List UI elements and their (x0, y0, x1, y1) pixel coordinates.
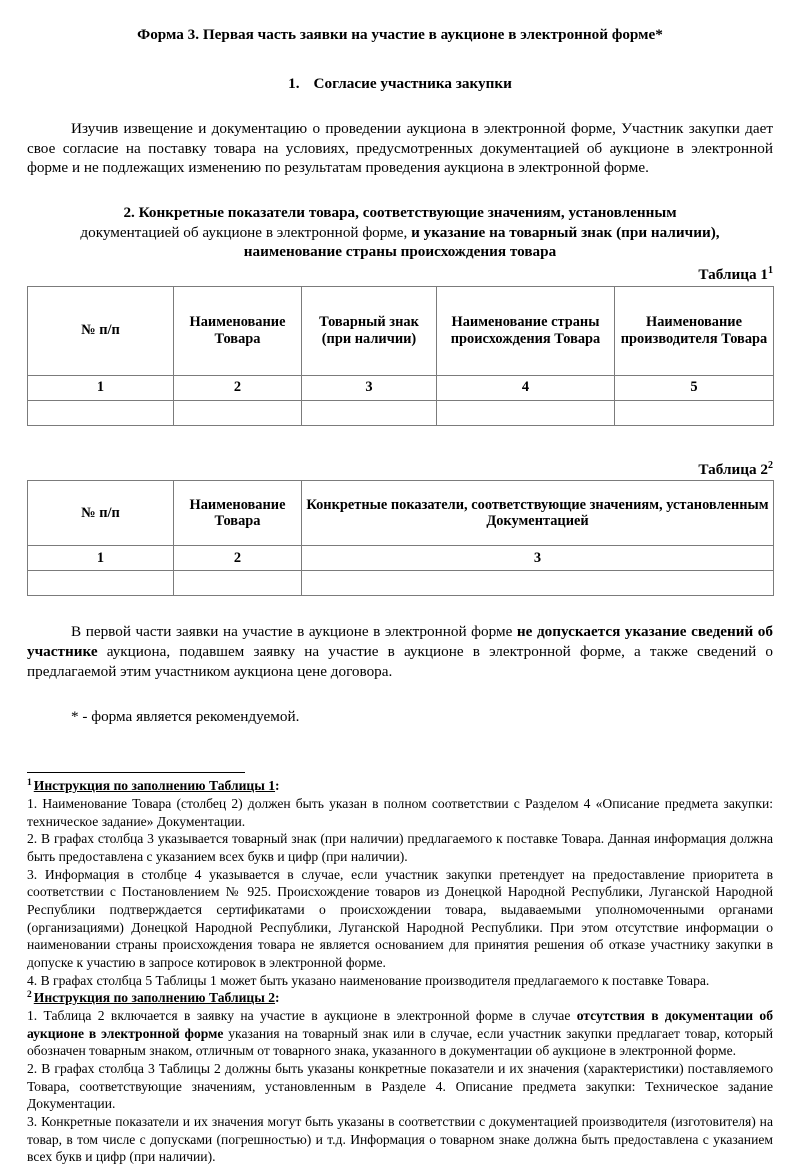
table2-label-text: Таблица 2 (698, 460, 768, 478)
table-spacer (27, 426, 773, 456)
table1-label (27, 264, 773, 284)
footnote-1-marker: 1 (27, 777, 32, 788)
table2-label (27, 459, 773, 479)
table-1-col-header-5: Наименование производителя Товара (615, 286, 774, 375)
table-2-col-header-3: Конкретные показатели, соответствующие значениям, установленным Документацией (302, 481, 774, 546)
document-content (27, 26, 773, 1166)
table-1-cell-3[interactable] (302, 400, 437, 425)
table-1-col-header-2: Наименование Товара (174, 286, 302, 375)
table-1-number-row (28, 375, 774, 400)
footnote-1-item-2: 2. В графах столбца 3 указывается товарный знак (при наличии) предлагаемого к поставке Товара. Данная информация должна быть предоставлена с указанием всех букв и цифр (при наличии). (27, 831, 773, 864)
table-1-col-header-3: Товарный знак (при наличии) (302, 286, 437, 375)
section-1-paragraph: Изучив извещение и документацию о проведении аукциона в электронной форме, Участник закупки дает свое согласие на поставку товара на условиях, предусмотренных документацией об аукционе в электронной форме и не подлежащих изменению по результатам проведения аукциона в электронной форме. (27, 120, 773, 176)
table-1-header-row (28, 286, 774, 375)
section-1-number: 1. (288, 74, 300, 92)
table-2-header-row (28, 481, 774, 546)
footnote-1-title-text: Инструкция по заполнению Таблицы 1 (33, 778, 276, 794)
table-1-cell-1[interactable] (28, 400, 174, 425)
table-1 (27, 286, 774, 426)
page-title: Форма 3. Первая часть заявки на участие в аукционе в электронной форме* (137, 26, 663, 43)
table-1-colnum-4: 4 (437, 375, 615, 400)
footnote-2-item-2: 2. В графах столбца 3 Таблицы 2 должны быть указаны конкретные показатели и их значения (характеристики) поставляемого Товара, соответствующие значениям, установленным в Разделе 4. Описание предмета закупки: Техническое задание Документации. (27, 1061, 773, 1112)
table-1-col-header-4: Наименование страны происхождения Товара (437, 286, 615, 375)
footnote-2-item-1-post: указания на товарный знак или в случае, если участник закупки предлагает товар, который обозначен товарным знаком, отличным от товарного знака, указанного в документации об аукционе в электронной форме. (27, 1025, 773, 1059)
section-1-title: Согласие участника закупки (313, 74, 512, 92)
section-2-heading (27, 203, 773, 260)
table-2-colnum-2: 2 (174, 546, 302, 571)
table-2-colnum-3: 3 (302, 546, 774, 571)
table-2-cell-2[interactable] (174, 571, 302, 596)
table-2-col-header-1: № п/п (28, 481, 174, 546)
table-2-number-row (28, 546, 774, 571)
footnote-separator-line (27, 772, 245, 773)
section-1-heading (27, 75, 773, 94)
table1-label-text: Таблица 1 (698, 265, 768, 283)
table-2-col-header-2: Наименование Товара (174, 481, 302, 546)
table-1-colnum-2: 2 (174, 375, 302, 400)
closing-text-1: В первой части заявки на участие в аукционе в электронной форме (71, 623, 517, 641)
table-1-cell-4[interactable] (437, 400, 615, 425)
footnotes-section (27, 772, 773, 1166)
table-2-cell-3[interactable] (302, 571, 774, 596)
table-1-colnum-3: 3 (302, 375, 437, 400)
footnote-2-item-1-pre: 1. Таблица 2 включается в заявку на участие в аукционе в электронной форме в случае (27, 1007, 577, 1023)
footnote-2-title-colon: : (275, 990, 280, 1006)
table1-label-footnote-marker: 1 (768, 264, 773, 276)
table-2-empty-row[interactable] (28, 571, 774, 596)
table-2-cell-1[interactable] (28, 571, 174, 596)
footnote-2-title (27, 989, 773, 1007)
table-2 (27, 480, 774, 596)
footnote-2-item-1-bold: отсутствия в документации об аукционе в электронной форме (27, 1007, 773, 1041)
table-1-col-header-1: № п/п (28, 286, 174, 375)
footnote-2-title-text: Инструкция по заполнению Таблицы 2 (33, 990, 276, 1006)
footnote-2-marker: 2 (27, 989, 32, 1000)
footnote-1-item-4: 4. В графах столбца 5 Таблицы 1 может быть указано наименование производителя предлагаемого к поставке Товара. (27, 972, 710, 988)
footnote-2-item-3: 3. Конкретные показатели и их значения могут быть указаны в соответствии с документацией производителя (изготовителя) на товар, в том числе с допусками (погрешностью) и т.д. Информация о товарном знаке должна быть предоставлена с указанием всех букв и цифр (при наличии). (27, 1114, 773, 1165)
form-note: * - форма является рекомендуемой. (71, 707, 300, 725)
table-1-cell-5[interactable] (615, 400, 774, 425)
table-1-cell-2[interactable] (174, 400, 302, 425)
section-2-heading-line1: 2. Конкретные показатели товара, соответствующие значениям, установленным (123, 204, 677, 222)
footnote-1-item-1: 1. Наименование Товара (столбец 2) должен быть указан в полном соответствии с Разделом 4 «Описание предмета закупки: техническое задание» Документации. (27, 795, 773, 829)
table2-label-footnote-marker: 2 (768, 459, 773, 471)
closing-text-2: аукциона, подавшем заявку на участие в аукционе в электронной форме, а также сведений о предлагаемой этим участником аукциона цене договора. (27, 643, 773, 681)
footnote-1-title (27, 777, 773, 795)
footnote-1-item-3: 3. Информация в столбце 4 указывается в случае, если участник закупки претендует на предоставление приоритета в соответствии с Постановлением № 925. Происхождение товаров из Донецкой Народной Республики, Луганской Народной Республики подтверждается сертификатами о происхождении товара, выдаваемыми уполномоченными органами (организациями) Донецкой Народной Республики, Луганской Народной Республики. При этом отсутствие информации о наименовании страны происхождения товара не является основанием для принятия решения об отказе участнику закупки в допуске к участию в запросе котировок в электронной форме. (27, 866, 773, 970)
table-1-empty-row[interactable] (28, 400, 774, 425)
closing-paragraph (27, 622, 773, 682)
section-2-heading-line2-regular: документацией об аукционе в электронной форме, (80, 223, 408, 241)
table-1-colnum-1: 1 (28, 375, 174, 400)
footnote-2-item-1 (27, 1007, 773, 1060)
section-2-heading-line3: наименование страны происхождения товара (243, 242, 557, 260)
table-2-colnum-1: 1 (28, 546, 174, 571)
closing-bold-1: не допускается указание сведений об участнике (27, 623, 773, 661)
table-1-colnum-5: 5 (615, 375, 774, 400)
section-2-heading-line2-bold: и указание на товарный знак (при наличии), (411, 223, 720, 241)
footnote-1-title-colon: : (275, 778, 280, 794)
